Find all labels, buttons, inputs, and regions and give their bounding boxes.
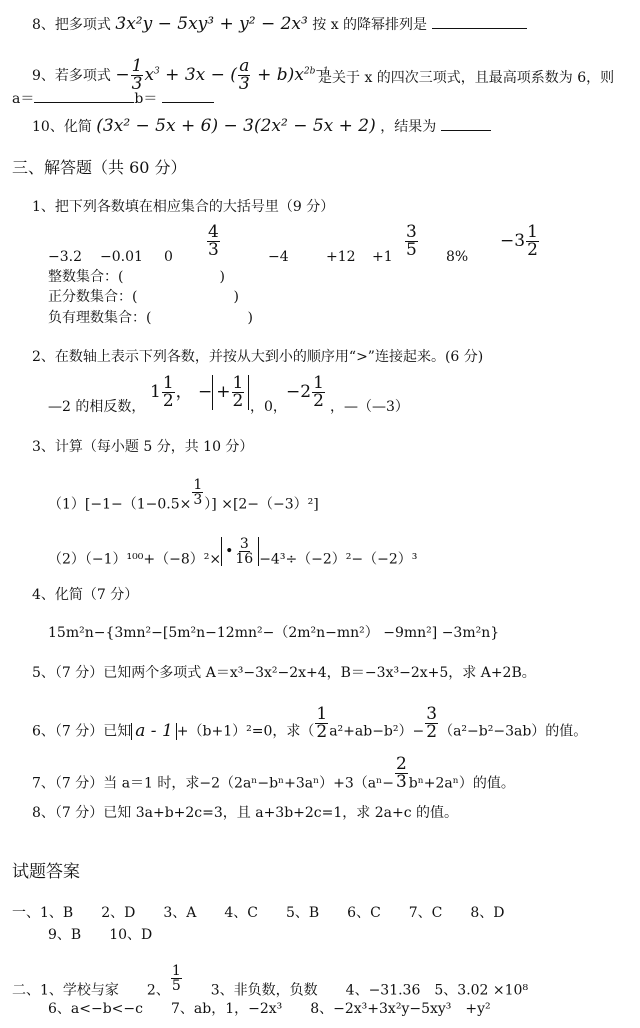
q10-label: 10、化简 [32,119,92,135]
s1-fraction [404,224,419,259]
q9-text: 是关于 x 的四次三项式，且最高项系数为 6，则 [318,70,615,86]
set-close: ) [219,269,225,285]
expr-part: +（b+1）²=0，求（ [176,723,315,740]
answer-blank [162,102,214,103]
fraction-1-2: $\frac{1}{2}$ [316,704,328,742]
answer-blank [441,130,491,131]
fraction-numerator: 4 [208,222,219,242]
expr-part: 7、（7 分）当 a＝1 时，求−2（2aⁿ−bⁿ+3aⁿ）+3（aⁿ− [32,775,394,792]
answer-blank [432,28,527,29]
s1-number: −0.01 [100,249,143,265]
s1-fraction [206,224,221,259]
s4-title: 4、化简（7 分） [32,587,139,603]
fraction-1-5: $\frac{1}{5}$ [171,963,181,994]
fraction-1-3: $\frac{1}{3}$ [193,477,203,508]
expr-part: （a²−b²−3ab）的值。 [439,723,588,740]
answers-row-1b: 9、B 10、D [48,927,153,943]
s3-title: 3、计算（每小题 5 分，共 10 分） [32,439,254,455]
s1-title: 1、把下列各数填在相应集合的大括号里（9 分） [32,199,335,215]
fraction-numerator: 1 [527,222,538,242]
s1-number: −3.2 [48,249,82,265]
s1-number: −4 [268,249,289,265]
set-close: ) [233,289,239,305]
s1-number: 8% [446,249,469,265]
question-8 [32,16,527,33]
s5-question: 5、（7 分）已知两个多项式 A＝x³−3x²−2x+4，B＝−3x³−2x+5，求 A+2B。 [32,665,536,681]
s1-mixed-number [500,224,540,259]
s2-item-1: —2 的相反数， [48,399,146,415]
set-negative-rational [48,311,253,325]
s8-question: 8、（7 分）已知 3a+b+2c=3，且 a+3b+2c=1，求 2a+c 的值。 [32,805,459,821]
question-10 [32,118,491,135]
fraction-3-2: $\frac{3}{2}$ [426,704,438,742]
q9-answer-line [12,92,214,106]
set-positive-fraction [48,290,239,304]
s7-question [32,754,515,801]
expr-part: （1）[−1−（1−0.5× [48,496,192,513]
q8-polynomial: 3x²y − 5xy³ + y² − 2x³ [115,14,308,34]
set-close: ) [247,310,253,326]
answers-row-2b: 6、a<−b<−c 7、ab，1，−2x³ 8、−2x³+3x²y−5xy³ +y² [48,1001,491,1017]
expr-part: bⁿ+2aⁿ）的值。 [408,775,515,792]
expr-part: 6、（7 分）已知 [32,723,132,740]
s2-abs-value: − + $\frac{1}{2}$ [198,375,249,410]
s6-question [32,704,588,749]
fraction-numerator: 3 [406,222,417,242]
s1-number: +1 [372,249,393,265]
s3-part-1 [48,477,319,519]
fraction-2-3: $\frac{2}{3}$ [395,754,407,792]
q9-a-label: a＝ [12,91,35,107]
set-label: 负有理数集合：( [48,310,152,326]
s2-mixed-1: 1 $\frac{1}{2}$ ， [150,373,193,411]
q10-text: ，结果为 [380,119,437,135]
answers-title: 试题答案 [12,862,80,882]
q8-label: 8、把多项式 [32,17,111,33]
s4-expression: 15m²n−{3mn²−[5m²n−12mn²−（2m²n−mn²） −9mn²] −3m²n} [48,625,500,641]
set-label: 整数集合：( [48,269,124,285]
q10-expression: (3x² − 5x + 6) − 3(2x² − 5x + 2) [96,116,376,136]
expr-part: a²+ab−b²）− [329,723,425,740]
s2-title: 2、在数轴上表示下列各数，并按从大到小的顺序用“>”连接起来。(6 分) [32,349,484,365]
s2-mixed-2: −2 $\frac{1}{2}$ [286,373,324,411]
expr-part: （2）（−1）¹⁰⁰+（−8）²× [48,551,222,568]
q8-text: 按 x 的降幂排列是 [312,17,428,33]
expr-part: −4³÷（−2）²−（−2）³ [259,551,418,568]
set-integer [48,270,225,284]
fraction-denominator: 2 [527,240,538,260]
s2-item-3: ，0， [250,399,287,415]
fraction-denominator: 3 [208,240,219,260]
set-label: 正分数集合：( [48,289,138,305]
s2-item-5: ，—（—3） [330,399,409,415]
abs-a-minus-1: a - 1 [131,723,177,740]
expr-part: ）] ×[2−（−3）²] [204,496,319,513]
q9-b-label: b＝ [134,91,158,107]
mixed-whole: −3 [500,231,526,251]
abs-value-3-16: • $\frac{3}{16}$ [221,537,259,566]
section-3-title: 三、解答题（共 60 分） [12,158,187,177]
s1-number: +12 [326,249,356,265]
fraction-denominator: 5 [406,240,417,260]
question-9 [32,58,329,93]
q9-label: 9、若多项式 [32,68,111,84]
q9-polynomial: − $\frac{1}{3}$ $x^3 + 3x$ − ( $\frac{a}{3}$ + $b)x^{2b-1}$ [115,56,329,94]
answer-blank [34,102,134,103]
answer-part: 3、非负数，负数 4、−31.36 5、3.02 ×10⁸ [182,982,529,999]
s1-number: 0 [164,249,173,265]
s3-part-2 [48,536,418,574]
answer-part: 二、1、学校与家 2、 [12,982,170,999]
answers-row-1: 一、1、B 2、D 3、A 4、C 5、B 6、C 7、C 8、D [12,905,505,921]
